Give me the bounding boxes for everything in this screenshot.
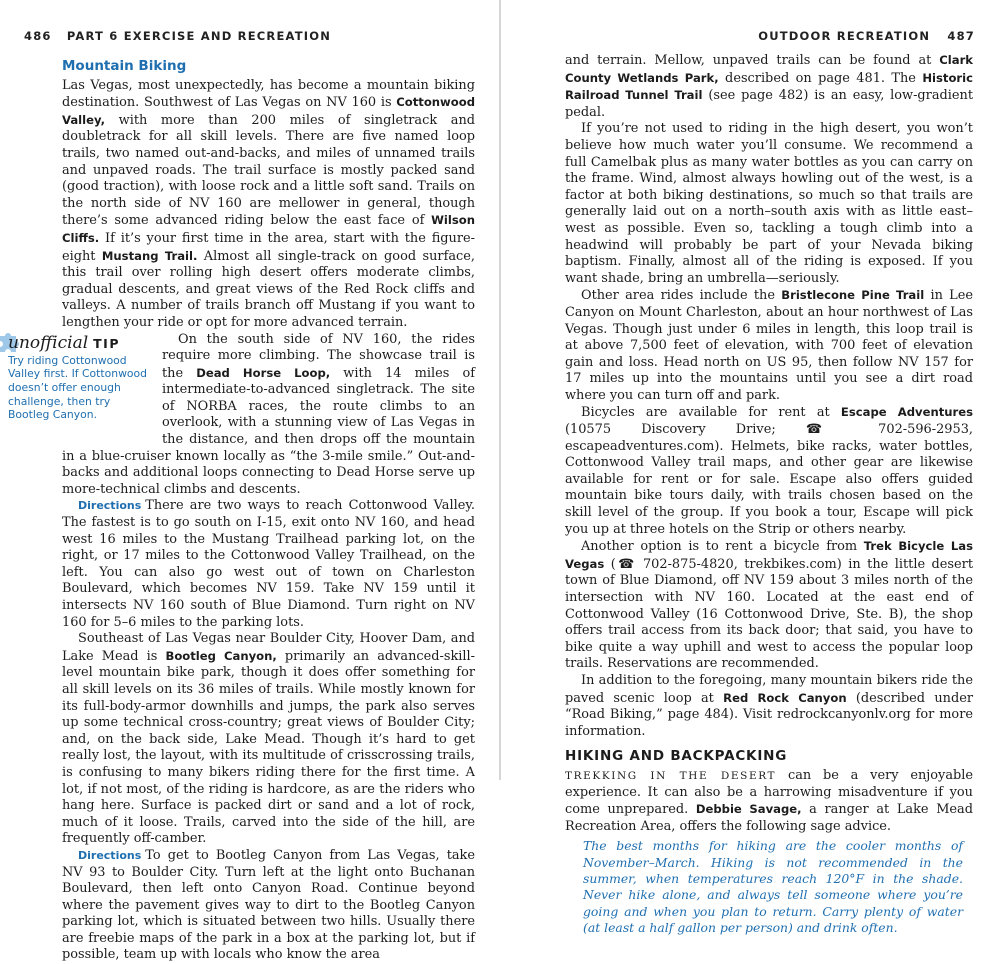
paragraph-bristlecone <box>565 287 973 404</box>
text-run: Bicycles are available for rent at <box>581 405 841 421</box>
place-clark-county-wetlands-park: Clark County Wetlands Park, <box>565 53 973 85</box>
section-heading-mountain-biking: Mountain Biking <box>62 58 187 74</box>
paragraph-intro <box>62 78 475 332</box>
place-bootleg-canyon: Bootleg Canyon, <box>165 648 277 663</box>
right-page <box>501 0 1000 935</box>
paragraph-directions-bootleg <box>62 848 475 964</box>
person-debbie-savage: Debbie Savage, <box>695 802 802 817</box>
left-running-head <box>24 29 331 43</box>
text-run: (☎ 702-875-4820, trekbikes.com) in the little desert town of Blue Diamond, off NV 159 about 3 miles north of the intersection with NV 160. Located at the east end of Cottonwood Valley (16 Cottonwood Drive, Ste. B), the shop offers trail access from its back door; that said, you have to bike quite a way uphill and west to access the popular loop trails. Reservations are recommended. <box>565 556 973 672</box>
paragraph-bootleg-canyon <box>62 631 475 848</box>
text-run: Almost all single-track on good surface, this trail over rolling high desert offers moderate climbs, gradual descents, and great views of the Red Rock cliffs and valleys. A number of trails branch off Mustang if you want to lengthen your ride or opt for more advanced terrain. <box>62 248 475 330</box>
right-page-number: 487 <box>947 29 975 43</box>
text-run: To get to Bootleg Canyon from Las Vegas, take NV 93 to Boulder City. Turn left at the light onto Buchanan Boulevard, then left onto Canyon Road. Continue beyond where the pavement gives way to dirt to the Bootleg Canyon parking lot, which is situated between two hills. Usually there are freebie maps of the park in a box at the parking lot, but if possible, team up with locals who know the area <box>62 847 475 963</box>
text-run: Other area rides include the <box>581 288 782 304</box>
left-page <box>0 0 499 963</box>
paragraph-red-rock <box>565 673 973 740</box>
text-run: If it’s your first time in the area, start with the figure-eight <box>62 230 475 264</box>
section-heading-hiking: HIKING AND BACKPACKING <box>565 748 788 765</box>
text-run: (10575 Discovery Drive; ☎ 702-596-2953, escapeadventures.com). Helmets, bike racks, water bottles, Cottonwood Valley trail maps, and other gear are likewise available for rent or for sale. Escape also offers guided mountain bike tours daily, with trails chosen based on the skill level of the group. If you book a tour, Escape will pick you up at three hotels on the Strip or others nearby. <box>565 422 973 537</box>
right-column <box>565 52 973 936</box>
text-run: and terrain. Mellow, unpaved trails can be found at <box>565 53 940 68</box>
tip-title-italic: unofficial <box>8 332 89 353</box>
text-run: a ranger at Lake Mead Recreation Area, offers the following sage advice. <box>565 802 973 834</box>
text-run: can be a very enjoyable experience. It can also be a harrowing misadventure if you come unprepared. <box>565 767 974 818</box>
text-run: Another option is to rent a bicycle from <box>581 539 864 555</box>
text-run: (described under “Road Biking,” page 484). Visit redrockcanyonlv.org for more information. <box>565 690 973 739</box>
text-run: in Lee Canyon on Mount Charleston, about an hour northwest of Las Vegas. Though just under 6 miles in length, this loop trail is at above 7,500 feet of elevation, with 700 feet of elevation gain and loss. Head north on US 95, then follow NV 157 for 17 miles up into the mountains until you see a dirt road where you can turn off and park. <box>565 288 973 403</box>
text-run: described on page 481. The <box>718 70 923 86</box>
text-run: In addition to the foregoing, many mountain bikers ride the paved scenic loop at <box>565 672 973 706</box>
place-dead-horse-loop: Dead Horse Loop, <box>196 365 331 380</box>
small-caps-lead: TREKKING IN THE DESERT <box>565 769 777 782</box>
text-run: There are two ways to reach Cottonwood Valley. The fastest is to go south on I-15, exit onto NV 160, and head west 16 miles to the Mustang Trailhead parking lot, on the right, or 17 miles to the Cottonwood Valley Trailhead, on the left. You can also go west out of town on Charleston Boulevard, which becomes NV 159. Take NV 159 until it intersects NV 160 south of Blue Diamond. Turn right on NV 160 for 5–6 miles to the parking lots. <box>62 498 475 630</box>
text-run: with more than 200 miles of singletrack and doubletrack for all skill levels. There are five named loop trails, two named out-and-backs, and miles of unnamed trails and unpaved roads. The trail surface is mostly packed sand (good traction), with loose rock and a little soft sand. Trails on the north side of NV 160 are mellower in general, though there’s some advanced riding below the east face of <box>62 112 475 229</box>
tip-text: Try riding Cottonwood Valley first. If Cottonwood doesn’t offer enough challenge, then try Bootleg Canyon. <box>8 353 147 422</box>
unofficial-tip-box <box>4 334 154 446</box>
right-running-head <box>758 29 975 43</box>
place-historic-railroad-tunnel-trail: Historic Railroad Tunnel Trail <box>565 70 973 103</box>
text-run: Southeast of Las Vegas near Boulder City, Hoover Dam, and Lake Mead is <box>62 631 475 664</box>
paragraph-trekking <box>565 768 973 835</box>
left-running-head-title: PART 6 EXERCISE AND RECREATION <box>66 29 332 43</box>
paragraph-water: If you’re not used to riding in the high desert, you won’t believe how much water you’ll consume. We recommend a full Camelbak plus as many water bottles as you can carry on the frame. Wind, almost always howling out of the west, is a factor at both biking destinations, so much so that trails are generally laid out on a north–south axis with as little east–west as possible. Even so, tackling a tough climb into a headwind will probably be part of your Nevada biking baptism. Finally, almost all of the riding is exposed. If you want shade, bring an umbrella—seriously. <box>565 121 973 286</box>
place-mustang-trail: Mustang Trail. <box>101 248 198 263</box>
directions-label: Directions <box>78 499 142 513</box>
left-page-number: 486 <box>24 29 52 43</box>
place-red-rock-canyon: Red Rock Canyon <box>723 690 847 705</box>
place-trek-bicycle-las-vegas: Trek Bicycle Las Vegas <box>565 539 973 571</box>
tip-title-bold: TIP <box>93 335 120 351</box>
text-run: Las Vegas, most unexpectedly, has become a mountain biking destination. Southwest of Las Vegas on NV 160 is <box>62 77 475 111</box>
paragraph-trek-bicycle <box>565 538 973 673</box>
left-column <box>8 58 476 964</box>
text-run: On the south side of NV 160, the rides require more climbing. The showcase trail is the <box>162 331 475 381</box>
text-run: with 14 miles of intermediate-to-advanced singletrack. The site of NORBA races, the route climbs to an overlook, with a stunning view of Las Vegas in the distance, and then drops off the mountain in a blue-cruiser known locally as “the 3-mile smile.” Out-and-backs and additional loops connecting to Dead Horse serve up more-technical climbs and descents. <box>62 365 475 497</box>
place-escape-adventures: Escape Adventures <box>840 405 973 420</box>
paragraph-continued <box>565 52 973 121</box>
directions-label: Directions <box>78 848 142 862</box>
tip-title <box>8 334 154 353</box>
paragraph-directions-cottonwood <box>62 498 475 631</box>
text-run: primarily an advanced-skill-level mountain bike park, though it does offer something for all skill levels on its 36 miles of trails. While mostly known for its full-body-armor downhills and jumps, the park also serves up some technical cross-country; great views of Boulder City; and, on the back side, Lake Mead. Though it’s hard to get really lost, the layout, with its multitude of crisscrossing trails, is confusing to many bikers riding there for the first time. A lot, if not most, of the riding is hardcore, as are the riders who hang here. Surface is packed dirt or sand and a lot of rock, much of it loose. Trails, carved into the side of the hill, are frequently off-camber. <box>62 648 476 847</box>
place-bristlecone-pine-trail: Bristlecone Pine Trail <box>781 288 925 303</box>
paragraph-escape-adventures <box>565 404 973 538</box>
text-run: (see page 482) is an easy, low-gradient pedal. <box>565 88 974 120</box>
ranger-quote: The best months for hiking are the cooler months of November–March. Hiking is not recommended in the summer, when temperatures reach 120°F in the shade. Never hike alone, and always tell someone where you’re going and when you plan to return. Carry plenty of water (at least a half gallon per person) and drink often. <box>583 838 963 935</box>
place-cottonwood-valley: Cottonwood Valley, <box>62 95 475 127</box>
right-running-head-title: OUTDOOR RECREATION <box>758 29 931 43</box>
place-wilson-cliffs: Wilson Cliffs. <box>62 213 475 245</box>
